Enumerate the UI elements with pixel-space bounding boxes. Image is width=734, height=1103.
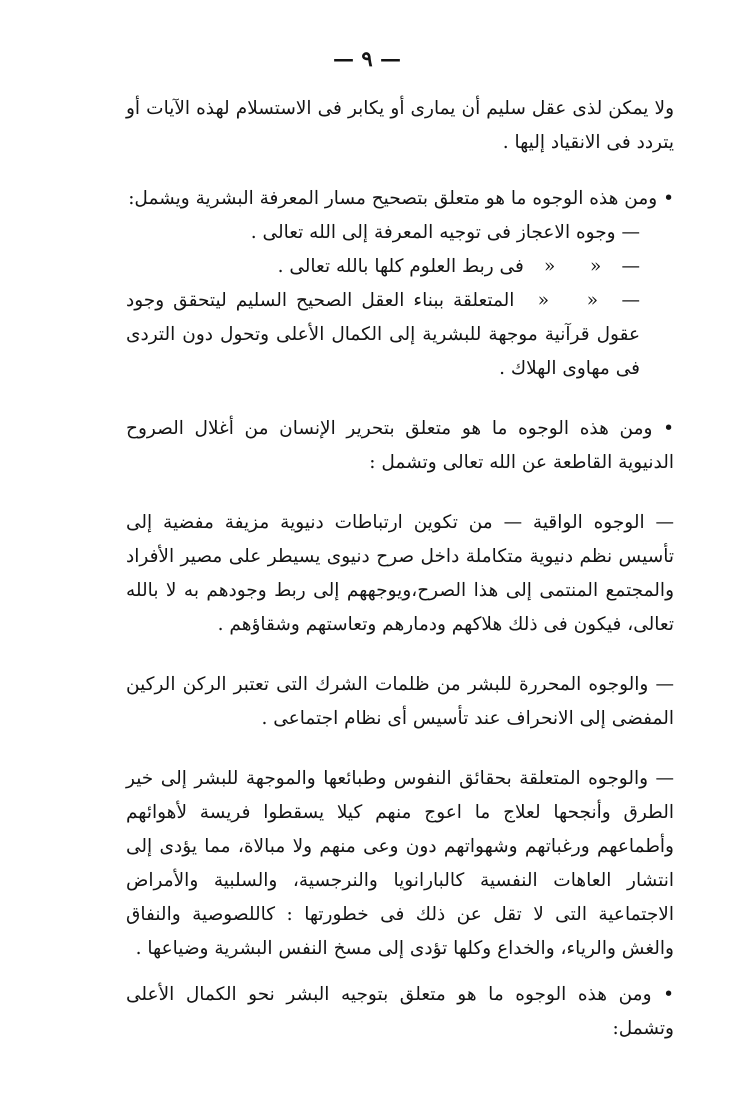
list-item-sciences <box>126 250 674 284</box>
paragraph-liberation: • ومن هذه الوجوه ما هو متعلق بتحرير الإنسان من أغلال الصروح الدنيوية القاطعة عن الله تعالى وتشمل : <box>126 418 674 473</box>
ditto-mark: « <box>537 290 550 311</box>
item-text: المتعلقة ببناء العقل الصحيح السليم ليتحقق وجود عقول قرآنية موجهة للبشرية إلى الكمال الأعلى وتحول دون التردى فى مهاوى الهلاك . <box>126 290 640 379</box>
paragraph-intro: ولا يمكن لذى عقل سليم أن يمارى أو يكابر فى الاستسلام لهذه الآيات أو يتردد فى الانقياد إليها . <box>126 98 674 153</box>
paragraph-perfection: • ومن هذه الوجوه ما هو متعلق بتوجيه البشر نحو الكمال الأعلى وتشمل: <box>126 984 674 1039</box>
ditto-mark: « <box>586 290 599 311</box>
ditto-mark: « <box>589 256 602 277</box>
paragraph-freeing-aspects: — والوجوه المحررة للبشر من ظلمات الشرك التى تعتبر الركن الركين المفضى إلى الانحراف عند تأسيس أى نظام اجتماعى . <box>126 674 674 729</box>
paragraph-protective-aspects: — الوجوه الواقية — من تكوين ارتباطات دنيوية مزيفة مفضية إلى تأسيس نظم دنيوية متكاملة داخل صرح دنيوى يسيطر على مصير الأفراد والمجتمع المنتمى إلى هذا الصرح،ويوجههم إلى ربط وجودهم به لا بالله تعالى، فيكون فى ذلك هلاكهم ودمارهم وتعاستهم وشقاؤهم . <box>126 512 674 635</box>
dash-mark: — <box>621 290 640 311</box>
list-item-sound-mind <box>126 284 674 386</box>
list-item-guidance: — وجوه الاعجاز فى توجيه المعرفة إلى الله تعالى . <box>250 222 640 243</box>
page-number: — ٩ — <box>333 46 401 71</box>
ditto-mark: « <box>544 256 556 277</box>
dash-mark: — <box>621 256 640 277</box>
page-body <box>126 92 674 1046</box>
item-text: فى ربط العلوم كلها بالله تعالى . <box>277 256 524 277</box>
paragraph-knowledge-aspects: • ومن هذه الوجوه ما هو متعلق بتصحيح مسار المعرفة البشرية ويشمل: <box>128 188 674 209</box>
paragraph-souls-aspects: — والوجوه المتعلقة بحقائق النفوس وطبائعها والموجهة للبشر إلى خير الطرق وأنجحها لعلاج ما اعوج منهم كيلا يسقطوا فريسة لأهوائهم وأطماعهم ورغباتهم وشهواتهم دون وعى منهم ولا مبالاة، مما يؤدى إلى انتشار العاهات النفسية كالبارانويا والنرجسية، والسلبية والأمراض الاجتماعية التى لا تقل عن ذلك فى خطورتها : كاللصوصية والنفاق والغش والرياء، والخداع وكلها تؤدى إلى مسخ النفس البشرية وضياعها . <box>126 768 674 959</box>
